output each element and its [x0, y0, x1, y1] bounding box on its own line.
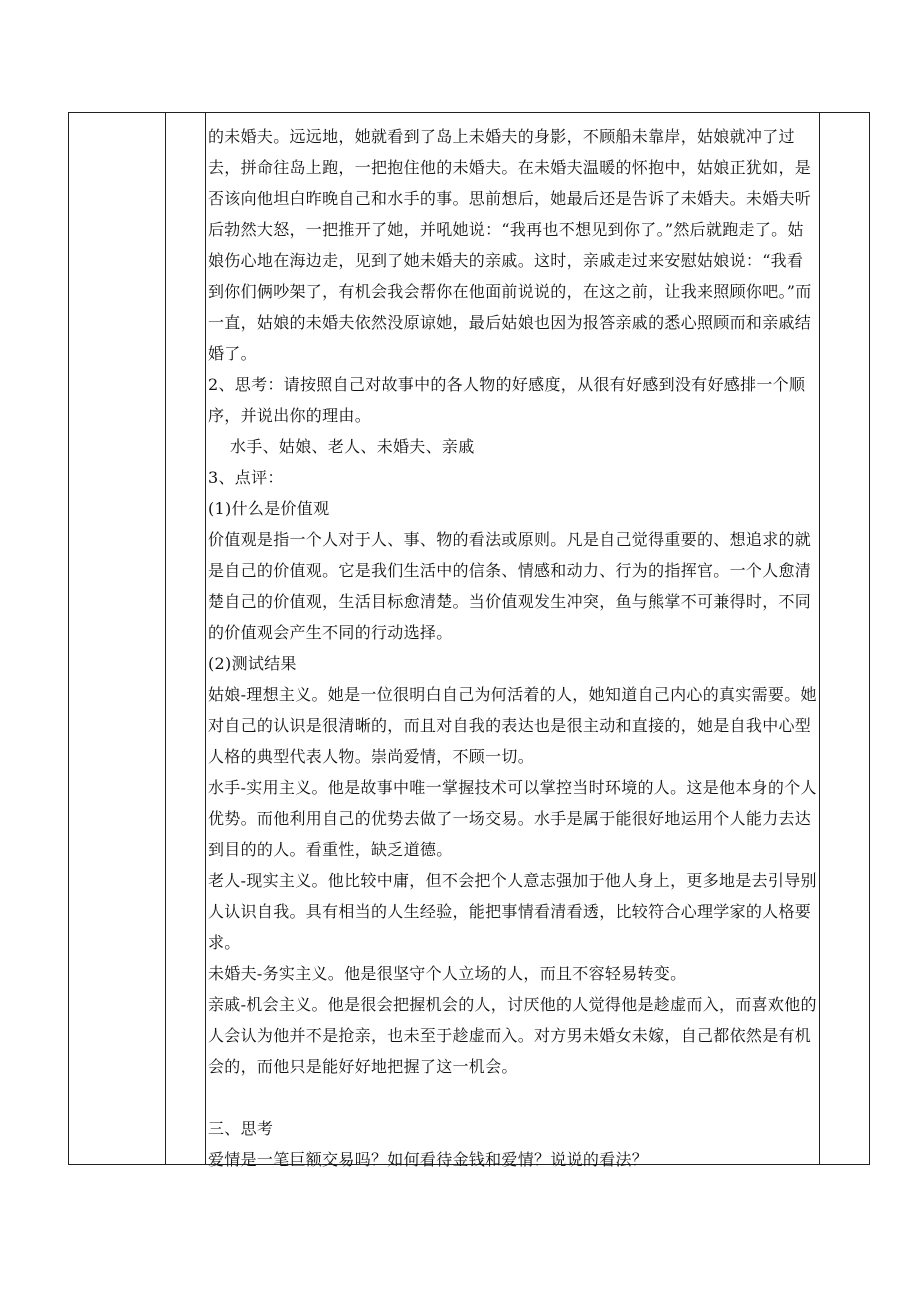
story-paragraph: 的未婚夫。远远地，她就看到了岛上未婚夫的身影，不顾船未靠岸，姑娘就冲了过去，拼命往岛上跑，一把抱住他的未婚夫。在未婚夫温暖的怀抱中，姑娘正犹如，是否该向他坦白昨晚自己和水手的事。思前想后，她最后还是告诉了未婚夫。未婚夫听后勃然大怒，一把推开了她，并吼她说：“我再也不想见到你了。”然后就跑走了。姑娘伤心地在海边走，见到了她未婚夫的亲戚。这时，亲戚走过来安慰姑娘说：“我看到你们俩吵架了，有机会我会帮你在他面前说说的，在这之前，让我来照顾你吧。”而一直，姑娘的未婚夫依然没原谅她，最后姑娘也因为报答亲戚的悉心照顾而和亲戚结婚了。: [208, 127, 812, 363]
section-think-heading: 三、思考: [208, 1119, 274, 1138]
column-divider: [819, 113, 820, 1164]
lesson-table: [68, 112, 870, 1169]
content-cell: [208, 121, 818, 1175]
result-sailor: 水手-实用主义。他是故事中唯一掌握技术可以掌控当时环境的人。这是他本身的个人优势。而他利用自己的优势去做了一场交易。水手是属于能很好地运用个人能力去达到目的的人。看重性，缺乏道德。: [208, 778, 817, 859]
section-think-question: 爱情是一笔巨额交易吗？如何看待金钱和爱情？说说的看法？: [208, 1150, 649, 1169]
spacer: [208, 1082, 818, 1113]
section3-heading: 3、点评：: [208, 468, 284, 487]
result-fiance: 未婚夫-务实主义。他是很坚守个人立场的人，而且不容轻易转变。: [208, 964, 687, 983]
subsection-heading-values: (1)什么是价值观: [208, 499, 330, 518]
column-divider: [205, 113, 206, 1164]
subsection-heading-results: (2)测试结果: [208, 654, 297, 673]
character-list: 水手、姑娘、老人、未婚夫、亲戚: [230, 437, 475, 456]
result-girl: 姑娘-理想主义。她是一位很明白自己为何活着的人，她知道自己内心的真实需要。她对自己的认识是很清晰的，而且对自我的表达也是很主动和直接的，她是自我中心型人格的典型代表人物。崇尚爱情，不顾一切。: [208, 685, 817, 766]
section2-prompt: 2、思考：请按照自己对故事中的各人物的好感度，从很有好感到没有好感排一个顺序，并说出你的理由。: [208, 375, 806, 425]
result-old-man: 老人-现实主义。他比较中庸，但不会把个人意志强加于他人身上，更多地是去引导别人认识自我。具有相当的人生经验，能把事情看清看透，比较符合心理学家的人格要求。: [208, 871, 817, 952]
result-relative: 亲戚-机会主义。他是很会把握机会的人，讨厌他的人觉得他是趁虚而入，而喜欢他的人会认为他并不是抢亲，也未至于趁虚而入。对方男未婚女未嫁，自己都依然是有机会的，而他只是能好好地把握了这一机会。: [208, 995, 817, 1076]
values-definition: 价值观是指一个人对于人、事、物的看法或原则。凡是自己觉得重要的、想追求的就是自己的价值观。它是我们生活中的信条、情感和动力、行为的指挥官。一个人愈清楚自己的价值观，生活目标愈清楚。当价值观发生冲突，鱼与熊掌不可兼得时，不同的价值观会产生不同的行动选择。: [208, 530, 812, 642]
column-divider: [165, 113, 166, 1164]
